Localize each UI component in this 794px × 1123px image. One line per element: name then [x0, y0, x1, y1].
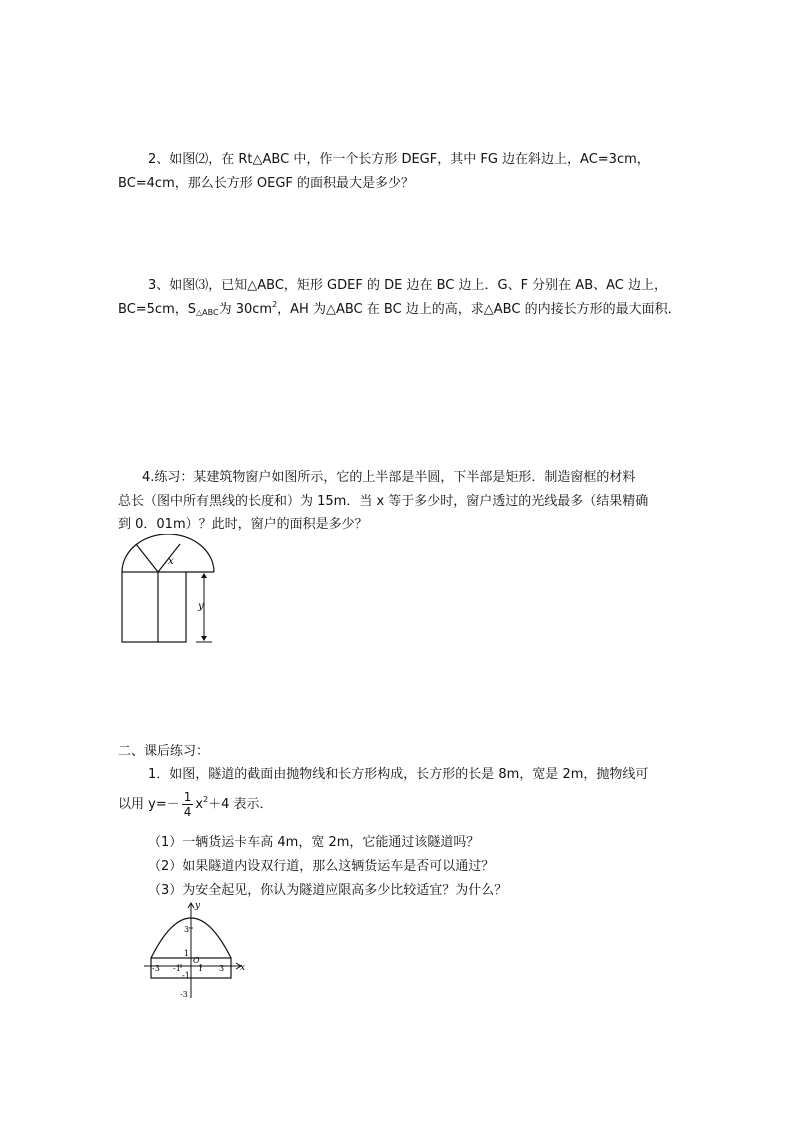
section2-q3: （3）为安全起见，你认为隧道应限高多少比较适宜？为什么？ [148, 883, 508, 898]
q2-line-2: BC=4cm，那么长方形 OEGF 的面积最大是多少？ [118, 176, 415, 191]
tick-y-1: 1 [184, 949, 190, 958]
window-x-label: x [168, 556, 174, 567]
section2-q1: （1）一辆货运卡车高 4m，宽 2m，它能通过该隧道吗？ [148, 835, 480, 850]
fraction-denominator: 4 [183, 805, 192, 819]
y-axis-label: y [195, 901, 201, 911]
q3-text-b: 为 30cm [218, 302, 273, 317]
tick-y-neg1: -1 [182, 971, 190, 980]
section2-p1-line-1: 1．如图，隧道的截面由抛物线和长方形构成，长方形的长是 8m，宽是 2m，抛物线可 [148, 767, 649, 782]
q2-line-1: 2、如图⑵，在 Rt△ABC 中，作一个长方形 DEGF，其中 FG 边在斜边上，AC=3cm， [148, 152, 650, 167]
formula-prefix: 以用 y=－ [118, 797, 180, 812]
section2-q2: （2）如果隧道内设双行道，那么这辆货运车是否可以通过？ [148, 859, 495, 874]
section2-p1-line-2 [118, 790, 273, 819]
formula-variable: x [195, 797, 204, 812]
window-figure [118, 534, 218, 646]
x-axis-label: x [240, 963, 246, 973]
formula-fraction [182, 790, 194, 819]
origin-label: O [193, 956, 200, 965]
q3-line-1: 3、如图⑶，已知△ABC，矩形 GDEF 的 DE 边在 BC 边上．G、F 分别在 AB、AC 边上， [148, 278, 667, 293]
q3-unit-superscript: 2 [272, 300, 278, 309]
window-y-label: y [198, 601, 204, 612]
q3-line-2 [118, 298, 681, 317]
q3-text-c: ，AH 为△ABC 在 BC 边上的高，求△ABC 的内接长方形的最大面积． [277, 302, 681, 317]
q3-area-subscript: △ABC [196, 308, 219, 317]
q4-line-2: 总长（图中所有黑线的长度和）为 15m．当 x 等于多少时，窗户透过的光线最多（结果精确 [118, 494, 649, 509]
dim-arrow-down [201, 636, 207, 641]
formula-exponent: 2 [203, 795, 209, 804]
formula-suffix: ＋4 表示． [208, 797, 273, 812]
tick-x-neg1: -1 [173, 964, 181, 973]
q4-line-1: 4.练习：某建筑物窗户如图所示，它的上半部是半圆，下半部是矩形．制造窗框的材料 [142, 470, 636, 485]
tick-x-neg3: -3 [152, 964, 160, 973]
tick-y-3: 3 [184, 925, 190, 934]
dim-arrow-up [201, 573, 207, 578]
tunnel-figure [140, 898, 252, 1002]
tick-x-1: 1 [198, 964, 204, 973]
q4-line-3: 到 0．01m）？此时，窗户的面积是多少？ [118, 517, 368, 532]
fraction-numerator: 1 [183, 790, 192, 804]
tick-x-3: 3 [219, 964, 225, 973]
section2-heading: 二、课后练习： [118, 744, 210, 759]
q3-text-a: BC=5cm，S [118, 302, 196, 317]
window-rect [122, 572, 186, 642]
window-spoke-left [136, 544, 158, 572]
tick-y-neg3: -3 [180, 990, 188, 999]
